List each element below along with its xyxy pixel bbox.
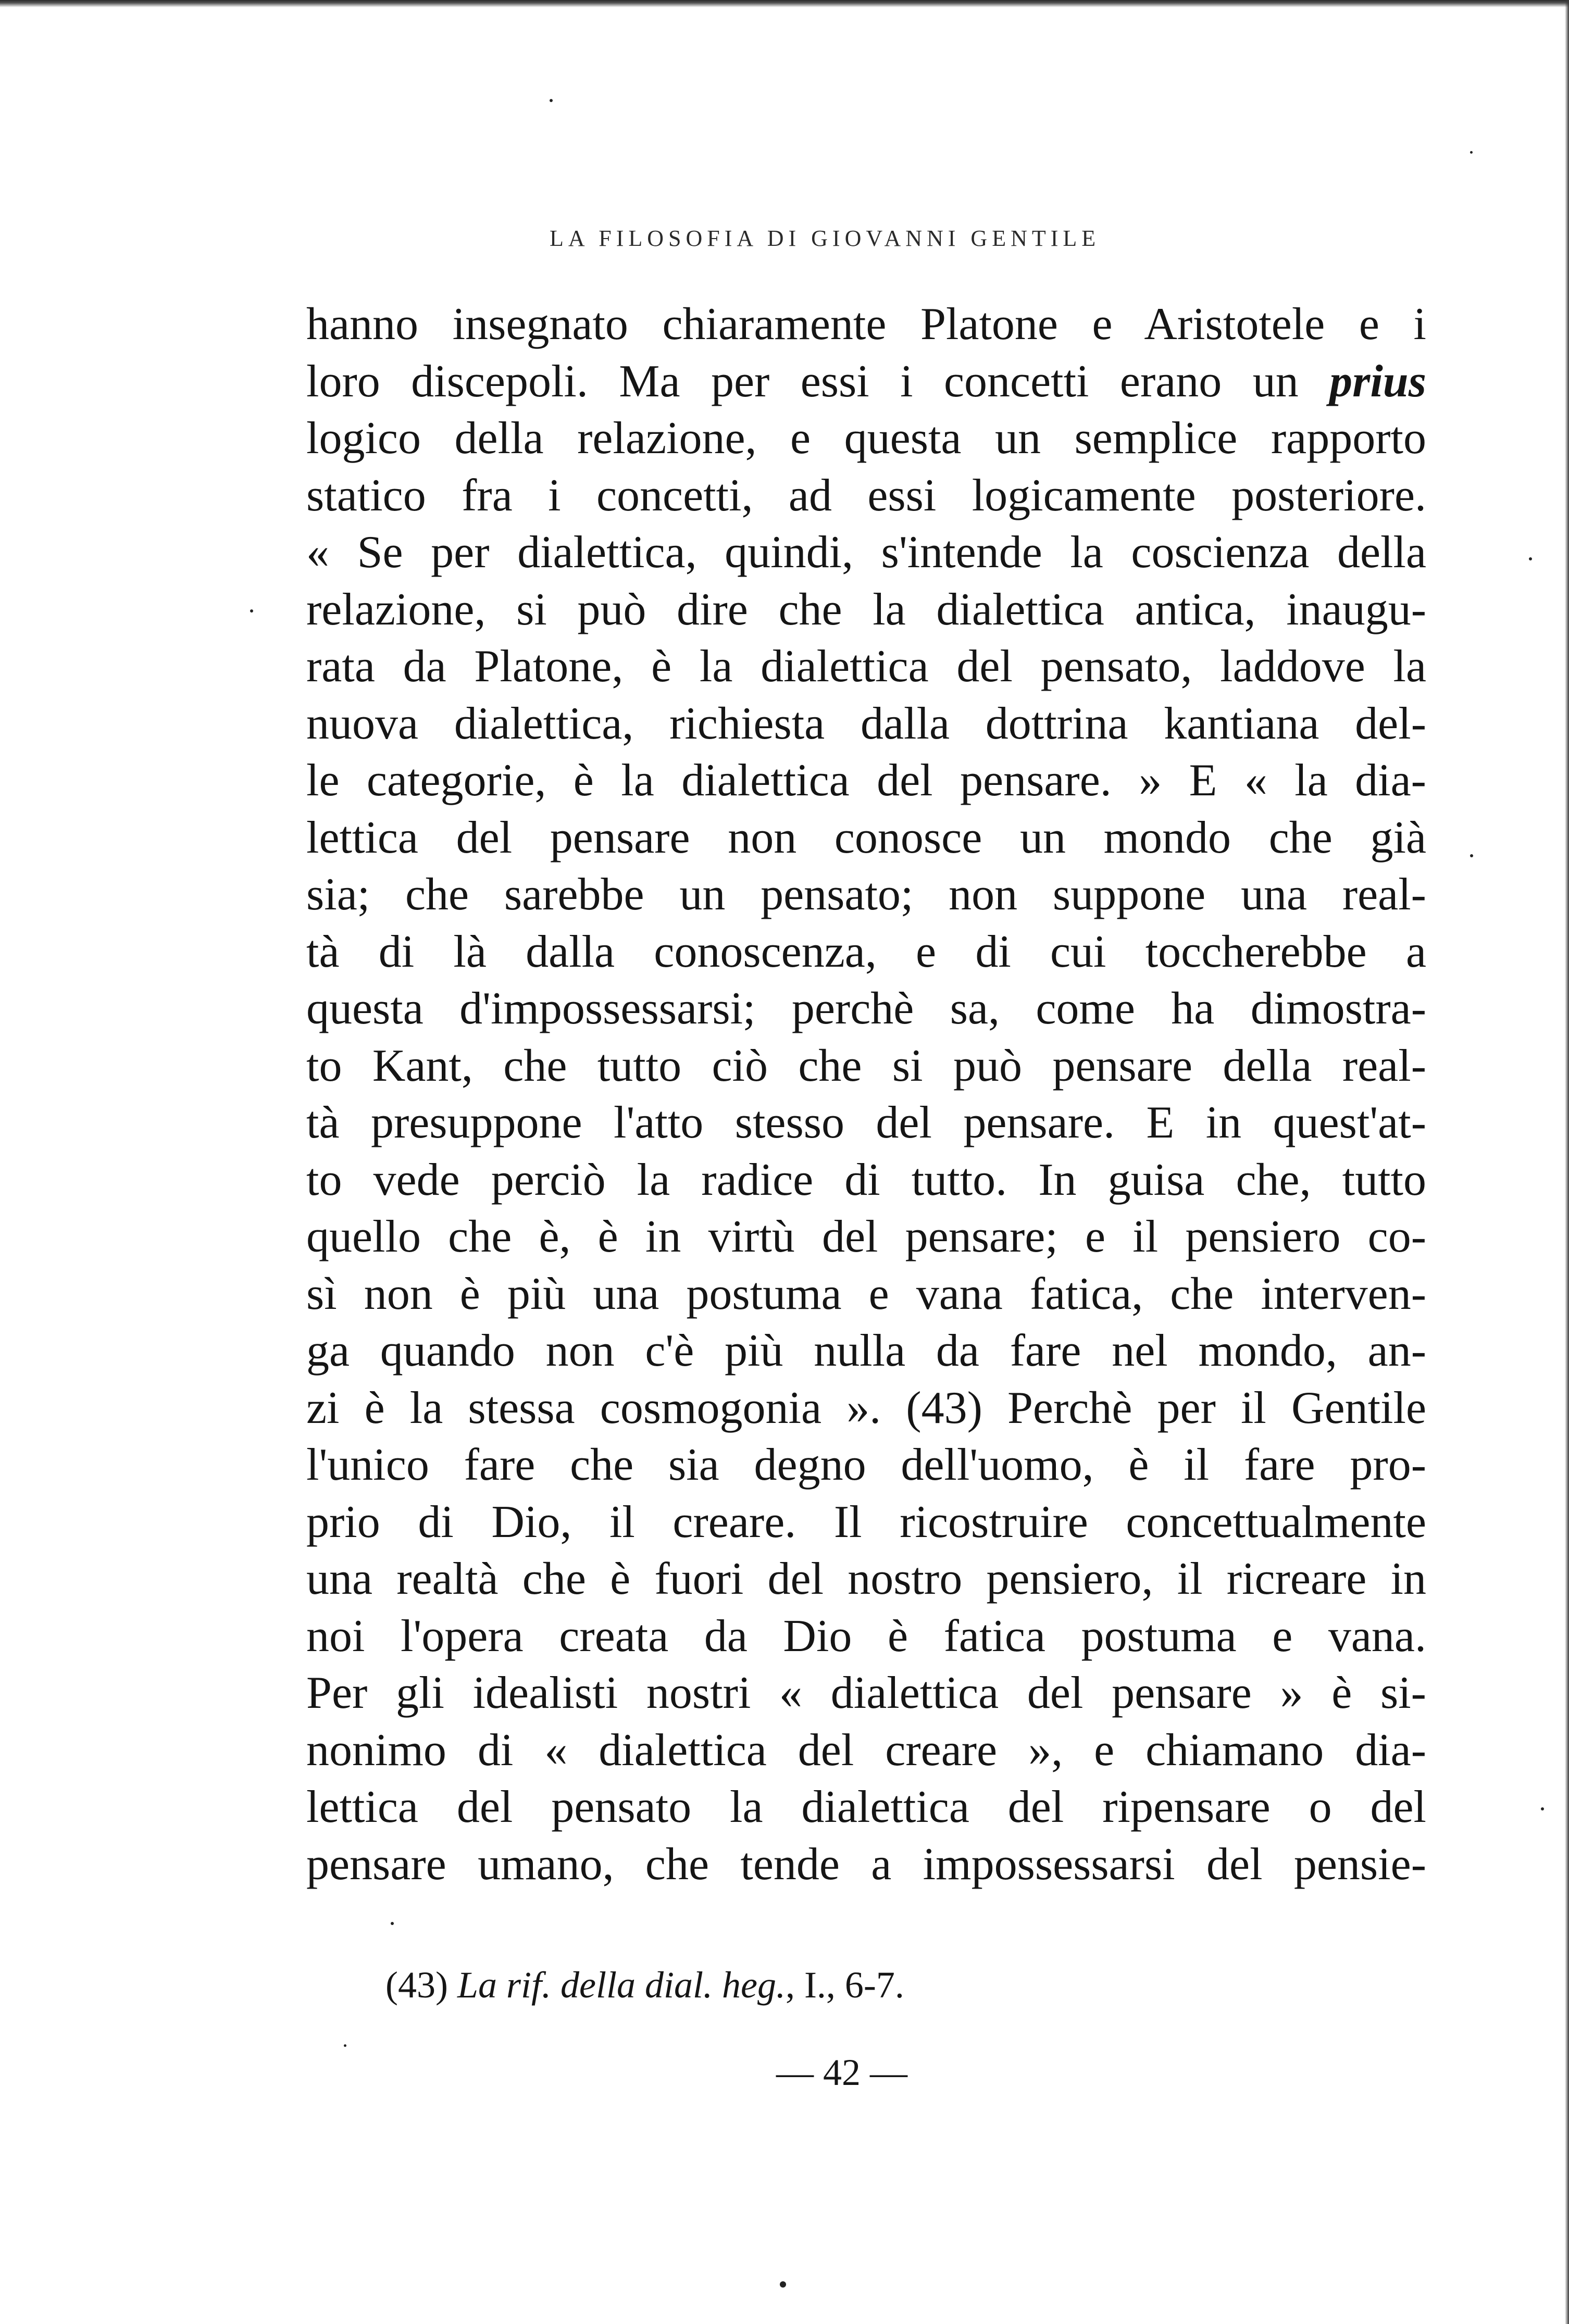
scan-speck bbox=[550, 99, 553, 102]
text-line: statico fra i concetti, ad essi logicamente posteriore. bbox=[306, 470, 1426, 521]
scan-speck bbox=[344, 2044, 346, 2047]
scan-speck bbox=[1541, 1807, 1544, 1810]
text-line: to Kant, che tutto ciò che si può pensare della real- bbox=[306, 1040, 1426, 1091]
text-line: Per gli idealisti nostri « dialettica del pensare » è si- bbox=[306, 1668, 1426, 1718]
text-line: tà presuppone l'atto stesso del pensare. E in quest'at- bbox=[306, 1097, 1426, 1148]
scan-right-edge bbox=[1565, 0, 1569, 2324]
text-line: prio di Dio, il creare. Il ricostruire concettualmente bbox=[306, 1496, 1426, 1547]
scan-speck bbox=[780, 2281, 786, 2288]
text-line: noi l'opera creata da Dio è fatica postuma e vana. bbox=[306, 1610, 1426, 1661]
text-run: loro discepoli. Ma per essi i concetti erano un bbox=[306, 356, 1330, 407]
running-head: LA FILOSOFIA DI GIOVANNI GENTILE bbox=[550, 226, 1101, 251]
scan-speck bbox=[250, 609, 253, 613]
text-line: ga quando non c'è più nulla da fare nel mondo, an- bbox=[306, 1326, 1426, 1376]
footnote-citation-title: La rif. della dial. heg. bbox=[457, 1964, 786, 2006]
body-text bbox=[306, 296, 1426, 1893]
text-line: quello che è, è in virtù del pensare; e il pensiero co- bbox=[306, 1211, 1426, 1262]
text-line: le categorie, è la dialettica del pensare. » E « la dia- bbox=[306, 755, 1426, 806]
scan-speck bbox=[1470, 854, 1473, 857]
footnote-citation-rest: , I., 6-7. bbox=[785, 1964, 904, 2006]
text-line: sì non è più una postuma e vana fatica, che interven- bbox=[306, 1268, 1426, 1319]
scan-speck bbox=[391, 1922, 394, 1925]
text-line: lettica del pensato la dialettica del ripensare o del bbox=[306, 1782, 1426, 1832]
scan-speck bbox=[1529, 557, 1532, 560]
text-line: nuova dialettica, richiesta dalla dottrina kantiana del- bbox=[306, 698, 1426, 749]
text-line bbox=[306, 353, 1426, 410]
scan-top-edge bbox=[0, 0, 1569, 7]
text-line: zi è la stessa cosmogonia ». (43) Perchè per il Gentile bbox=[306, 1382, 1426, 1433]
text-line: relazione, si può dire che la dialettica antica, inaugu- bbox=[306, 584, 1426, 635]
text-line: sia; che sarebbe un pensato; non suppone una real- bbox=[306, 869, 1426, 920]
footnote-number: (43) bbox=[385, 1964, 448, 2006]
scan-speck bbox=[1470, 151, 1473, 154]
text-line: lettica del pensare non conosce un mondo che già bbox=[306, 812, 1426, 863]
italic-term: prius bbox=[1329, 356, 1426, 407]
text-line: hanno insegnato chiaramente Platone e Aristotele e i bbox=[306, 299, 1426, 349]
text-line: logico della relazione, e questa un semplice rapporto bbox=[306, 413, 1426, 464]
footnote bbox=[385, 1964, 904, 2007]
page-number: — 42 — bbox=[776, 2052, 907, 2093]
text-line: pensare umano, che tende a impossessarsi del pensie- bbox=[306, 1839, 1426, 1890]
text-line: nonimo di « dialettica del creare », e chiamano dia- bbox=[306, 1725, 1426, 1776]
text-line: tà di là dalla conoscenza, e di cui toccherebbe a bbox=[306, 926, 1426, 977]
text-line: to vede perciò la radice di tutto. In guisa che, tutto bbox=[306, 1154, 1426, 1205]
text-line: questa d'impossessarsi; perchè sa, come ha dimostra- bbox=[306, 983, 1426, 1034]
text-line: rata da Platone, è la dialettica del pensato, laddove la bbox=[306, 641, 1426, 692]
text-line: una realtà che è fuori del nostro pensiero, il ricreare in bbox=[306, 1554, 1426, 1604]
text-line: l'unico fare che sia degno dell'uomo, è il fare pro- bbox=[306, 1440, 1426, 1490]
text-line: « Se per dialettica, quindi, s'intende la coscienza della bbox=[306, 527, 1426, 578]
